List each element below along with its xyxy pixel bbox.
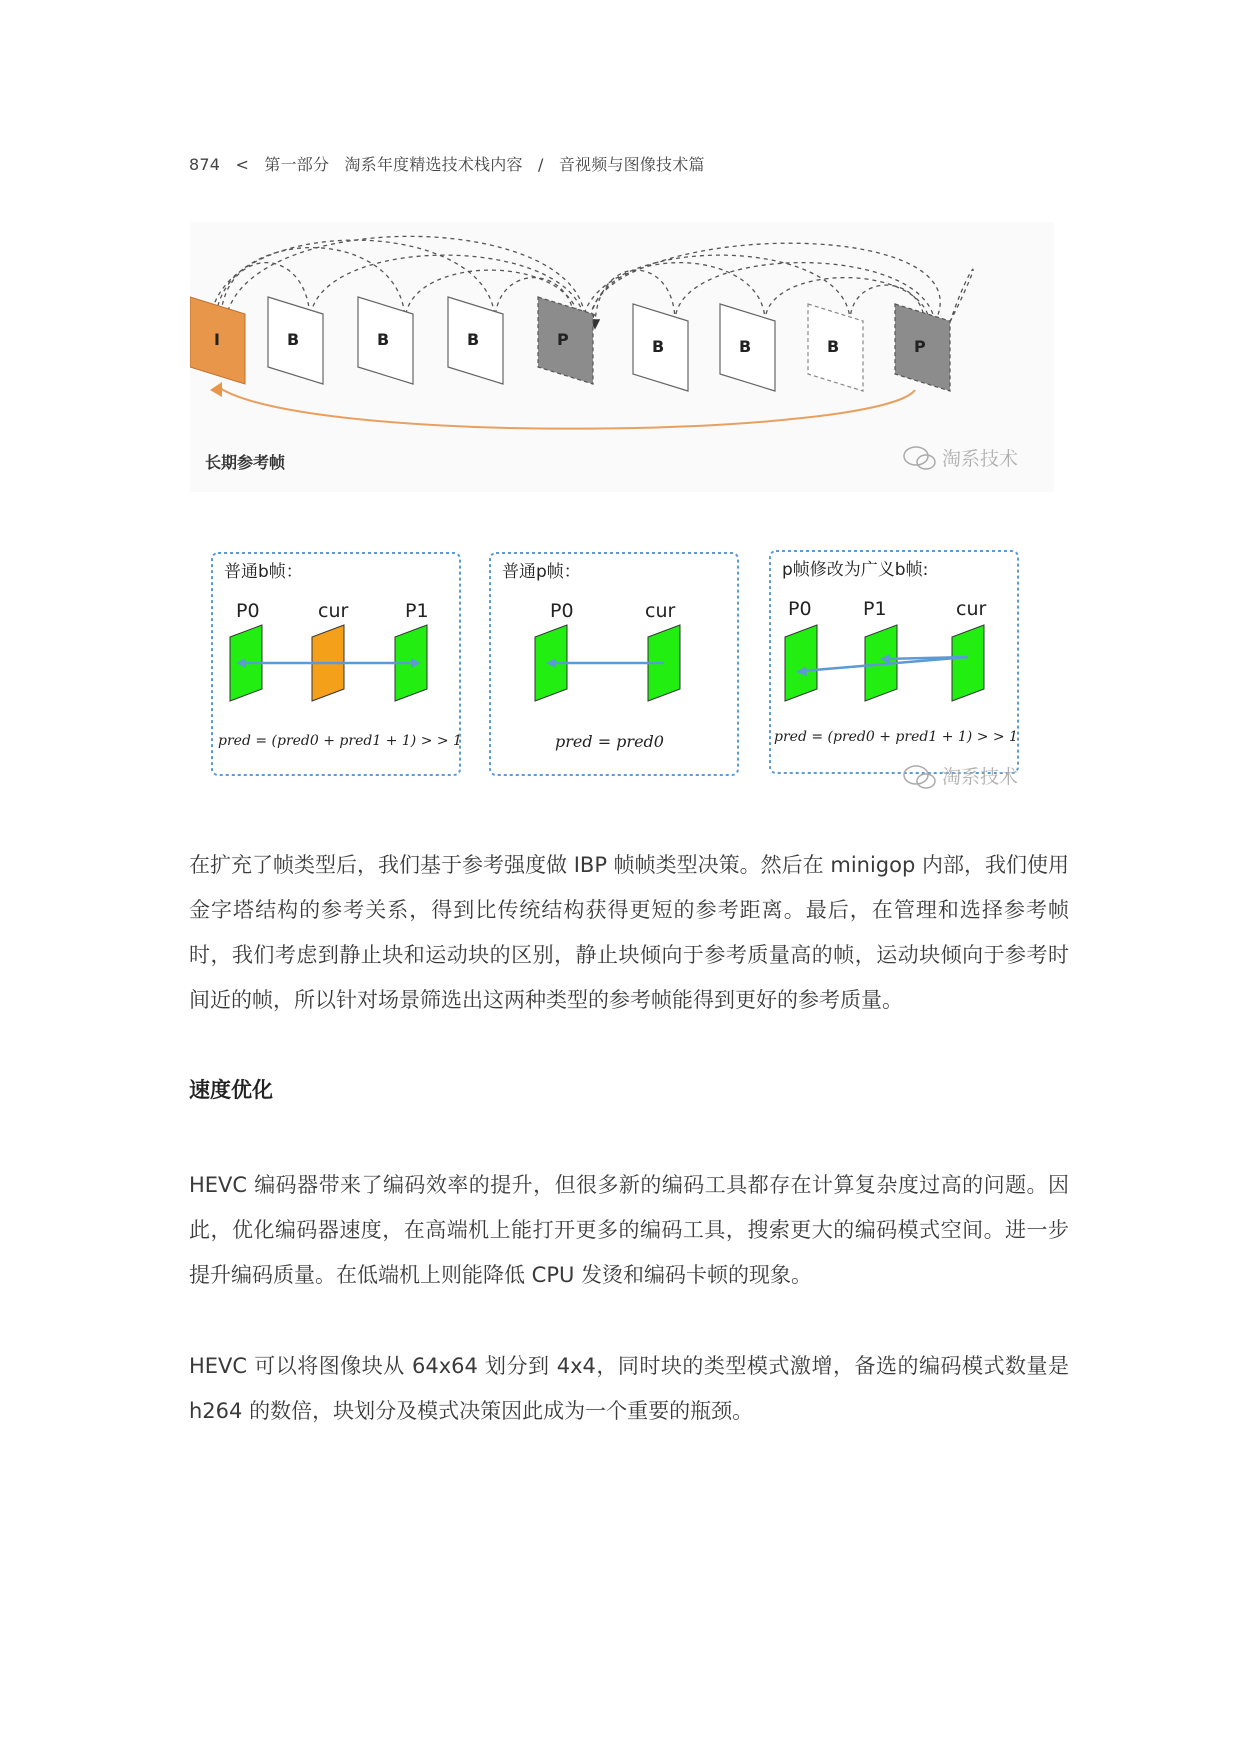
frame-label: P0 (236, 600, 260, 622)
frame-label: B (377, 330, 390, 349)
frame-label: P (914, 337, 926, 356)
frame-label: cur (956, 598, 987, 620)
formula: pred = pred0 (555, 732, 664, 751)
panel-generalized-b (770, 551, 1018, 773)
prediction-panels-figure (190, 545, 1054, 790)
header-part: 第一部分 (264, 155, 330, 174)
frame-label: P (557, 330, 569, 349)
frame-label: B (652, 337, 665, 356)
watermark-text: 淘系技术 (942, 448, 1019, 470)
panel-title: p帧修改为广义b帧: (782, 560, 929, 580)
frame-label: P0 (550, 600, 574, 622)
body-paragraph: HEVC 可以将图像块从 64x64 划分到 4x4，同时块的类型模式激增，备选的编码模式数量是 h264 的数倍，块划分及模式决策因此成为一个重要的瓶颈。 (189, 1354, 1069, 1423)
frame-label: B (287, 330, 300, 349)
header-slash: / (537, 155, 544, 174)
panel-title: 普通b帧： (224, 562, 303, 582)
frame-label: I (214, 330, 220, 349)
panel-normal-p (490, 553, 738, 775)
header-section: 淘系年度精选技术栈内容 (344, 155, 523, 174)
frame-label: P1 (405, 600, 429, 622)
frame-label: P1 (863, 598, 887, 620)
frame-reference-figure (190, 222, 1054, 492)
long-term-label: 长期参考帧 (205, 453, 286, 472)
panel-normal-b (212, 553, 462, 775)
page-header (189, 152, 715, 175)
frame-label: B (739, 337, 752, 356)
header-separator: < (235, 155, 250, 174)
formula: pred = (pred0 + pred1 + 1) > > 1 (218, 733, 462, 749)
frame-label: cur (645, 600, 676, 622)
frame-label: P0 (788, 598, 812, 620)
frame-label: B (467, 330, 480, 349)
formula: pred = (pred0 + pred1 + 1) > > 1 (774, 729, 1018, 745)
panel-title: 普通p帧： (502, 562, 581, 582)
frame-label: B (827, 337, 840, 356)
body-paragraph: 在扩充了帧类型后，我们基于参考强度做 IBP 帧帧类型决策。然后在 minigop 内部，我们使用金字塔结构的参考关系，得到比传统结构获得更短的参考距离。最后，在管理和选择参考帧时，我们考虑到静止块和运动块的区别，静止块倾向于参考质量高的帧，运动块倾向于参考时间近的帧，所以针对场景筛选出这两种类型的参考帧能得到更好的参考质量。 (189, 853, 1069, 1012)
page-number: 874 (189, 155, 221, 174)
frame-label: cur (318, 600, 349, 622)
watermark-text: 淘系技术 (942, 766, 1019, 788)
body-paragraph: HEVC 编码器带来了编码效率的提升，但很多新的编码工具都存在计算复杂度过高的问题。因此，优化编码器速度，在高端机上能打开更多的编码工具，搜索更大的编码模式空间。进一步提升编码质量。在低端机上则能降低 CPU 发烫和编码卡顿的现象。 (189, 1173, 1069, 1287)
section-heading: 速度优化 (189, 1078, 273, 1102)
header-chapter: 音视频与图像技术篇 (558, 155, 705, 174)
